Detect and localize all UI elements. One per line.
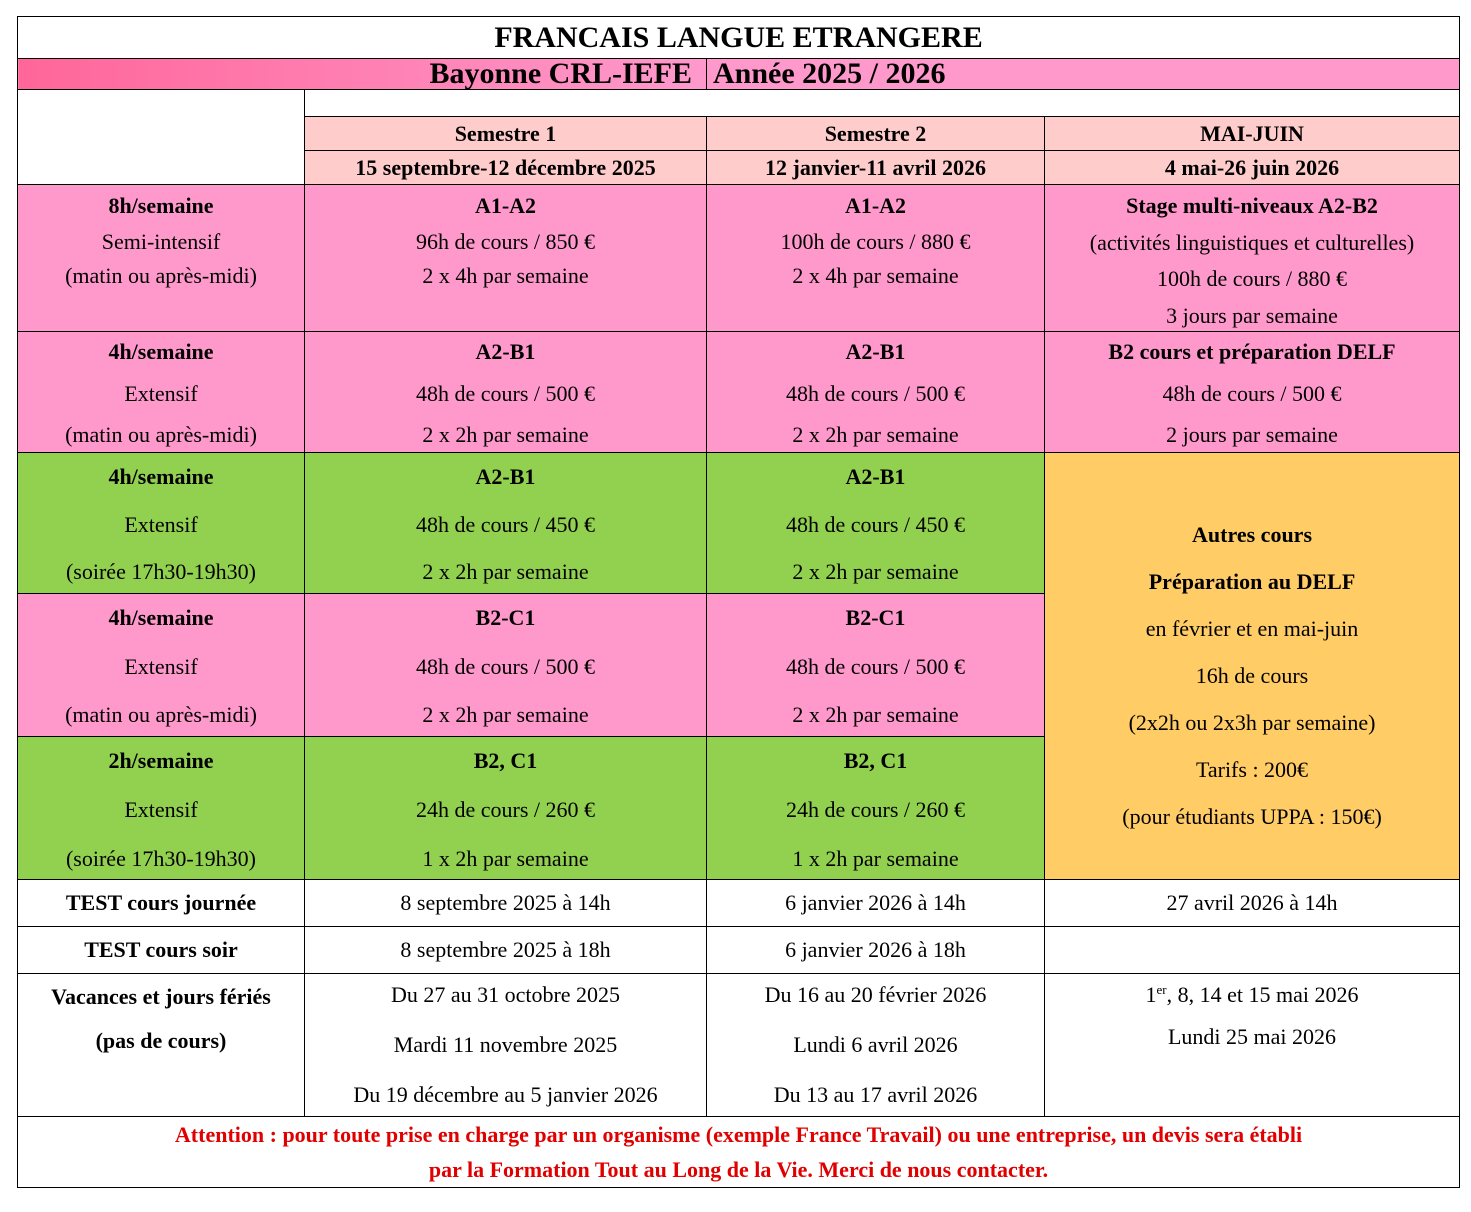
holiday-rest: , 8, 14 et 15 mai 2026	[1166, 982, 1359, 1007]
row-type: Extensif	[124, 653, 198, 679]
course-freq: 2 x 2h par semaine	[422, 559, 589, 584]
course-freq: 2 x 2h par semaine	[792, 559, 959, 584]
course-level: A2-B1	[475, 339, 536, 364]
course-cell-s2	[707, 332, 1045, 453]
notice-row	[18, 1117, 1460, 1188]
test-date-mai	[1045, 927, 1460, 974]
course-cell-s1	[305, 737, 707, 880]
course-freq: 2 x 4h par semaine	[792, 263, 959, 288]
spacer-row	[18, 90, 1460, 117]
holiday-item: Du 13 au 17 avril 2026	[773, 1082, 978, 1107]
course-level: B2-C1	[475, 605, 536, 630]
course-cell-s1	[305, 453, 707, 594]
course-freq: 1 x 2h par semaine	[792, 846, 959, 871]
other-courses-student-price: (pour étudiants UPPA : 150€)	[1122, 804, 1382, 829]
course-freq: 3 jours par semaine	[1166, 302, 1338, 328]
course-cell-s2	[707, 594, 1045, 737]
course-price: 48h de cours / 500 €	[415, 653, 596, 679]
title-row	[18, 17, 1460, 59]
course-level: Stage multi-niveaux A2-B2	[1126, 193, 1378, 218]
row-hours: 8h/semaine	[108, 193, 214, 218]
row-hours: 4h/semaine	[108, 464, 214, 489]
other-courses-subtitle: Préparation au DELF	[1148, 569, 1356, 594]
course-cell-mai	[1045, 332, 1460, 453]
course-price: 24h de cours / 260 €	[415, 797, 596, 822]
row-time: (matin ou après-midi)	[65, 422, 257, 447]
row-hours: 4h/semaine	[108, 605, 214, 630]
course-price: 48h de cours / 500 €	[785, 380, 966, 406]
row-type: Extensif	[124, 511, 198, 537]
other-courses-price: Tarifs : 200€	[1195, 757, 1309, 782]
holidays-mai	[1045, 974, 1460, 1117]
notice-line2: par la Formation Tout au Long de la Vie. Merci de nous contacter.	[428, 1157, 1049, 1182]
holidays-s2	[707, 974, 1045, 1117]
course-level: B2, C1	[473, 748, 538, 773]
holiday-item: Du 19 décembre au 5 janvier 2026	[353, 1082, 658, 1107]
course-cell-s1	[305, 185, 707, 332]
course-price: 48h de cours / 450 €	[415, 511, 596, 537]
course-cell-s1	[305, 332, 707, 453]
row-type: Semi-intensif	[101, 229, 221, 254]
row-label	[18, 185, 305, 332]
other-courses-title: Autres cours	[1192, 522, 1312, 547]
holiday-day: 1	[1145, 982, 1157, 1007]
holiday-item: Mardi 11 novembre 2025	[393, 1032, 618, 1057]
course-price: 48h de cours / 500 €	[785, 653, 966, 679]
holiday-item: Lundi 25 mai 2026	[1167, 1024, 1337, 1049]
row-time: (soirée 17h30-19h30)	[65, 846, 256, 871]
holidays-label-line2: (pas de cours)	[95, 1028, 227, 1053]
location-row	[18, 59, 1460, 90]
course-row-3	[18, 453, 1460, 594]
course-price: 24h de cours / 260 €	[785, 797, 966, 822]
notice-line1: Attention : pour toute prise en charge par un organisme (exemple France Travail) ou une entreprise, un devis sera établi	[174, 1122, 1303, 1147]
row-label	[18, 594, 305, 737]
row-label	[18, 737, 305, 880]
period-name-s1: Semestre 1	[305, 117, 707, 151]
test-label: TEST cours soir	[18, 927, 305, 974]
other-courses-freq: (2x2h ou 2x3h par semaine)	[1128, 710, 1376, 735]
course-price: 96h de cours / 850 €	[415, 229, 596, 254]
corner-blank	[18, 90, 305, 185]
course-cell-s1	[305, 594, 707, 737]
course-cell-s2	[707, 185, 1045, 332]
course-table	[17, 16, 1460, 1188]
row-time: (matin ou après-midi)	[65, 263, 257, 288]
course-cell-s2	[707, 737, 1045, 880]
course-level: B2-C1	[845, 605, 906, 630]
row-hours: 2h/semaine	[108, 748, 214, 773]
schedule-sheet	[17, 16, 1459, 1199]
course-freq: 2 jours par semaine	[1166, 422, 1338, 447]
course-level: A1-A2	[844, 193, 907, 218]
other-courses-cell	[1045, 453, 1460, 880]
holiday-item: Lundi 6 avril 2026	[793, 1032, 958, 1057]
course-level: A2-B1	[475, 464, 536, 489]
course-level: B2 cours et préparation DELF	[1108, 339, 1396, 364]
course-level: B2, C1	[843, 748, 908, 773]
year-label: Année 2025 / 2026	[707, 59, 1460, 90]
course-freq: 2 x 2h par semaine	[422, 422, 589, 447]
course-level: A2-B1	[845, 464, 906, 489]
course-price: 100h de cours / 880 €	[780, 229, 971, 254]
row-time: (soirée 17h30-19h30)	[65, 559, 256, 584]
test-date-mai: 27 avril 2026 à 14h	[1045, 880, 1460, 927]
holidays-s1	[305, 974, 707, 1117]
course-price: 100h de cours / 880 €	[1157, 266, 1348, 292]
test-date-s2: 6 janvier 2026 à 18h	[707, 927, 1045, 974]
holiday-item	[1146, 984, 1359, 1006]
location-label: Bayonne CRL-IEFE	[18, 59, 707, 90]
period-dates-mai: 4 mai-26 juin 2026	[1045, 151, 1460, 185]
page-title: FRANCAIS LANGUE ETRANGERE	[18, 17, 1460, 59]
row-label	[18, 332, 305, 453]
row-type: Extensif	[124, 797, 198, 822]
test-row-evening	[18, 927, 1460, 974]
course-price: 48h de cours / 450 €	[785, 511, 966, 537]
holidays-row	[18, 974, 1460, 1117]
test-date-s1: 8 septembre 2025 à 18h	[305, 927, 707, 974]
holiday-item: Du 27 au 31 octobre 2025	[390, 982, 621, 1007]
holidays-label-line1: Vacances et jours fériés	[51, 984, 271, 1009]
notice	[18, 1117, 1460, 1188]
row-label	[18, 453, 305, 594]
course-row-2	[18, 332, 1460, 453]
course-row-1	[18, 185, 1460, 332]
holidays-label	[18, 974, 305, 1117]
course-cell-mai	[1045, 185, 1460, 332]
course-freq: 1 x 2h par semaine	[422, 846, 589, 871]
other-courses-hours: 16h de cours	[1195, 663, 1309, 688]
row-hours: 4h/semaine	[108, 339, 214, 364]
course-price: 48h de cours / 500 €	[1162, 380, 1342, 406]
course-freq: 2 x 2h par semaine	[422, 702, 589, 727]
holiday-day-suffix: er	[1156, 982, 1167, 997]
period-dates-s1: 15 septembre-12 décembre 2025	[305, 151, 707, 185]
course-cell-s2	[707, 453, 1045, 594]
holiday-item: Du 16 au 20 février 2026	[764, 982, 987, 1007]
course-desc: (activités linguistiques et culturelles)	[1089, 229, 1415, 255]
course-freq: 2 x 4h par semaine	[422, 263, 589, 288]
test-label: TEST cours journée	[18, 880, 305, 927]
course-level: A1-A2	[474, 193, 537, 218]
period-dates-s2: 12 janvier-11 avril 2026	[707, 151, 1045, 185]
course-freq: 2 x 2h par semaine	[792, 702, 959, 727]
spacer-blank	[305, 90, 1460, 117]
course-freq: 2 x 2h par semaine	[792, 422, 959, 447]
course-level: A2-B1	[845, 339, 906, 364]
row-time: (matin ou après-midi)	[65, 702, 257, 727]
period-name-mai: MAI-JUIN	[1045, 117, 1460, 151]
other-courses-when: en février et en mai-juin	[1145, 616, 1359, 641]
test-date-s2: 6 janvier 2026 à 14h	[707, 880, 1045, 927]
test-date-s1: 8 septembre 2025 à 14h	[305, 880, 707, 927]
period-name-s2: Semestre 2	[707, 117, 1045, 151]
row-type: Extensif	[124, 380, 198, 406]
course-price: 48h de cours / 500 €	[415, 380, 596, 406]
test-row-day	[18, 880, 1460, 927]
